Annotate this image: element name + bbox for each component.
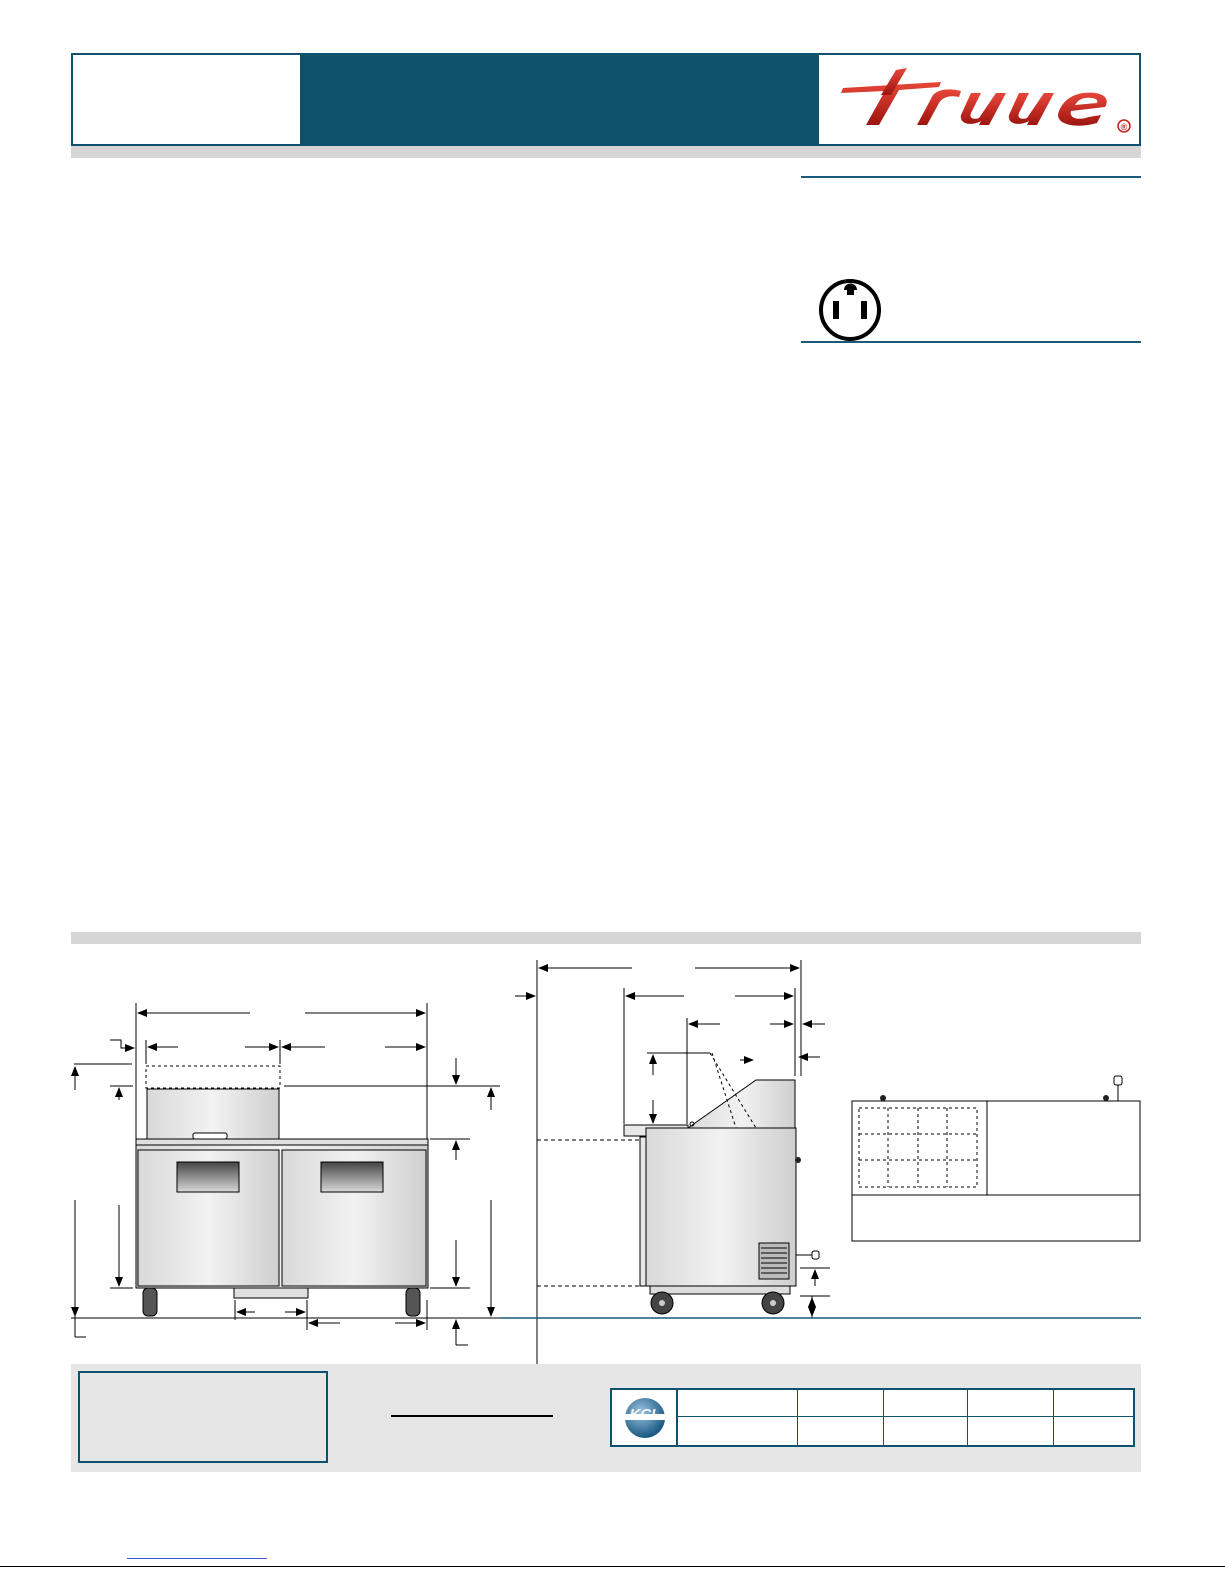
drawings-rule: [71, 932, 1141, 944]
kcl-cell: [678, 1390, 798, 1417]
kcl-table: [610, 1388, 1135, 1447]
kcl-logo-icon: [612, 1390, 678, 1445]
model-box: [73, 55, 299, 144]
front-view-drawing: [71, 1003, 500, 1345]
kcl-cell: [968, 1417, 1054, 1445]
kcl-cell: [1054, 1417, 1133, 1445]
brand-logo: [821, 55, 1139, 144]
sidebar-top-rule: [801, 176, 1141, 178]
page-bottom-rule: [0, 1566, 1225, 1567]
kcl-cell: [678, 1417, 798, 1445]
top-view-drawing: [852, 1076, 1140, 1241]
kcl-cell: [968, 1390, 1054, 1417]
dimension-drawings: [0, 944, 1225, 1364]
kcl-cell: [884, 1390, 968, 1417]
signature-line: [391, 1415, 553, 1417]
title-band: [300, 55, 819, 144]
registered-mark: ®: [1120, 122, 1128, 132]
true-logo-icon: [821, 55, 1139, 144]
link-underline[interactable]: [127, 1558, 267, 1559]
kcl-cell: [884, 1417, 968, 1445]
kcl-logo-text: KCL: [629, 1406, 661, 1423]
sidebar-bottom-rule: [801, 341, 1141, 343]
footer-info-box: [78, 1371, 328, 1463]
kcl-cell: [1054, 1390, 1133, 1417]
header-bar: [71, 53, 1141, 146]
kcl-cell: [798, 1417, 884, 1445]
header-rule: [71, 146, 1141, 158]
side-view-drawing: [515, 960, 830, 1364]
nema-receptacle-icon: [815, 279, 885, 341]
footer-panel: [71, 1364, 1141, 1472]
kcl-cell: [798, 1390, 884, 1417]
